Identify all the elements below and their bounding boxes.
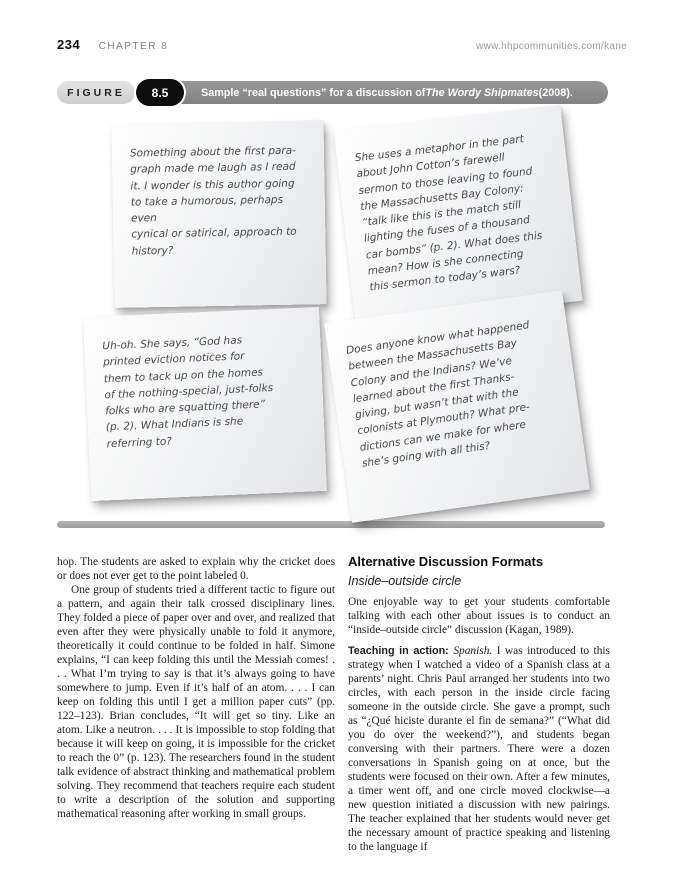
sticky-note-text: Uh-oh. She says, “God has printed eviction notices for them to tack up on the homes of the nothing-special, just-folks folks who are squatting there” (p. 2). What Indians is she referring to? (102, 334, 274, 450)
figure-label-pill: FIGURE (57, 81, 135, 104)
section-heading: Alternative Discussion Formats (348, 554, 544, 569)
teaching-subject: Spanish. (453, 645, 497, 657)
paragraph: One group of students tried a different tactic to figure out a pattern, and again their talk crossed disciplinary lines. They folded a piece of paper over and over, and realized that even after they were physically unable to fold it anymore, theoretically it could continue to be folded in half. Simone explains, “I can keep folding this until the Messiah comes! . . . What I’m trying to say is that it’s always going to have somewhere to jump. Even if it’s half of an atom. . . . I can keep on folding this until I get a million paper cuts” (pp. 122–123). Brian concludes, “It will get so tiny. Like an atom. Like a neutron. . . . It is impossible to stop folding that because it will keep on going, it is impossible for the cricket to reach the 0” (p. 123). The researchers found in the student talk evidence of abstract thinking and mathematical problem solving. They recommend that teachers require each student to write a description of the solution and supporting mathematical reasoning after working in small groups. (57, 584, 335, 820)
subsection-heading: Inside–outside circle (348, 574, 462, 588)
paragraph: One enjoyable way to get your students comfortable talking with each other about issues is to conduct an “inside–outside circle” discussion (Kagan, 1989). (348, 596, 610, 636)
figure-caption-suffix: (2008). (538, 86, 573, 99)
figure-caption-book-title: The Wordy Shipmates (425, 86, 539, 99)
sticky-note-text: She uses a metaphor in the part about John Cotton’s farewell sermon to those leaving to found the Massachusetts Bay Colony: “talk like this is the match still lighting the fuses of a thousand car bombs” (p. 2). What does this mean? How is she connecting this sermon to today’s wars? (354, 133, 543, 294)
paragraph-text: I was introduced to this strategy when I watched a video of a Spanish class at a parents’ night. Chris Paul arranged her students into two circles, with each person in the inside circle facing someone in the outside circle. She gave a prompt, such as “¿Qué hiciste durante el fin de semana?” (“What did you do over the weekend?”), and students began conversing with their partners. There were a dozen conversations in Spanish going on at once, but the students were focused on their own. After a few minutes, a timer went off, and one circle moved clockwise—a new question initiated a discussion with new pairings. The teacher explained that her students would never get the necessary amount of practice speaking and listening to the language if (348, 645, 610, 853)
sticky-note-text: Something about the first para- graph made me laugh as I read it. I wonder is this author going to take a humorous, perhaps even cynical or satirical, approach to history? (129, 144, 297, 258)
companion-url: www.hhpcommunities.com/kane (476, 41, 627, 52)
sticky-note (324, 290, 590, 522)
body-text (57, 555, 627, 854)
sticky-note-text: Does anyone know what happened between the Massachusetts Bay Colony and the Indians? We’ve learned about the first Thanks- giving, but wasn’t that with the colonists at Plymouth? What pre- dictions can we make for where she’s going with all this? (345, 319, 531, 470)
figure-caption-bar (161, 81, 608, 104)
teaching-in-action-label: Teaching in action: (348, 645, 454, 657)
figure-image (57, 112, 627, 516)
section-divider (57, 521, 605, 528)
paragraph: hop. The students are asked to explain why the cricket does or does not ever get to the point labeled 0. (57, 556, 335, 582)
left-column (57, 555, 335, 854)
figure-number-pill: 8.5 (136, 79, 184, 106)
figure-caption-prefix: Sample “real questions” for a discussion of (201, 86, 426, 99)
running-head (57, 36, 627, 54)
running-head-left (57, 36, 168, 54)
figure-banner (57, 79, 608, 106)
paragraph (348, 644, 610, 854)
chapter-label: CHAPTER 8 (98, 41, 169, 52)
page-number: 234 (57, 37, 81, 52)
sticky-note (111, 120, 326, 308)
sticky-note (83, 307, 327, 501)
right-column (348, 555, 610, 854)
